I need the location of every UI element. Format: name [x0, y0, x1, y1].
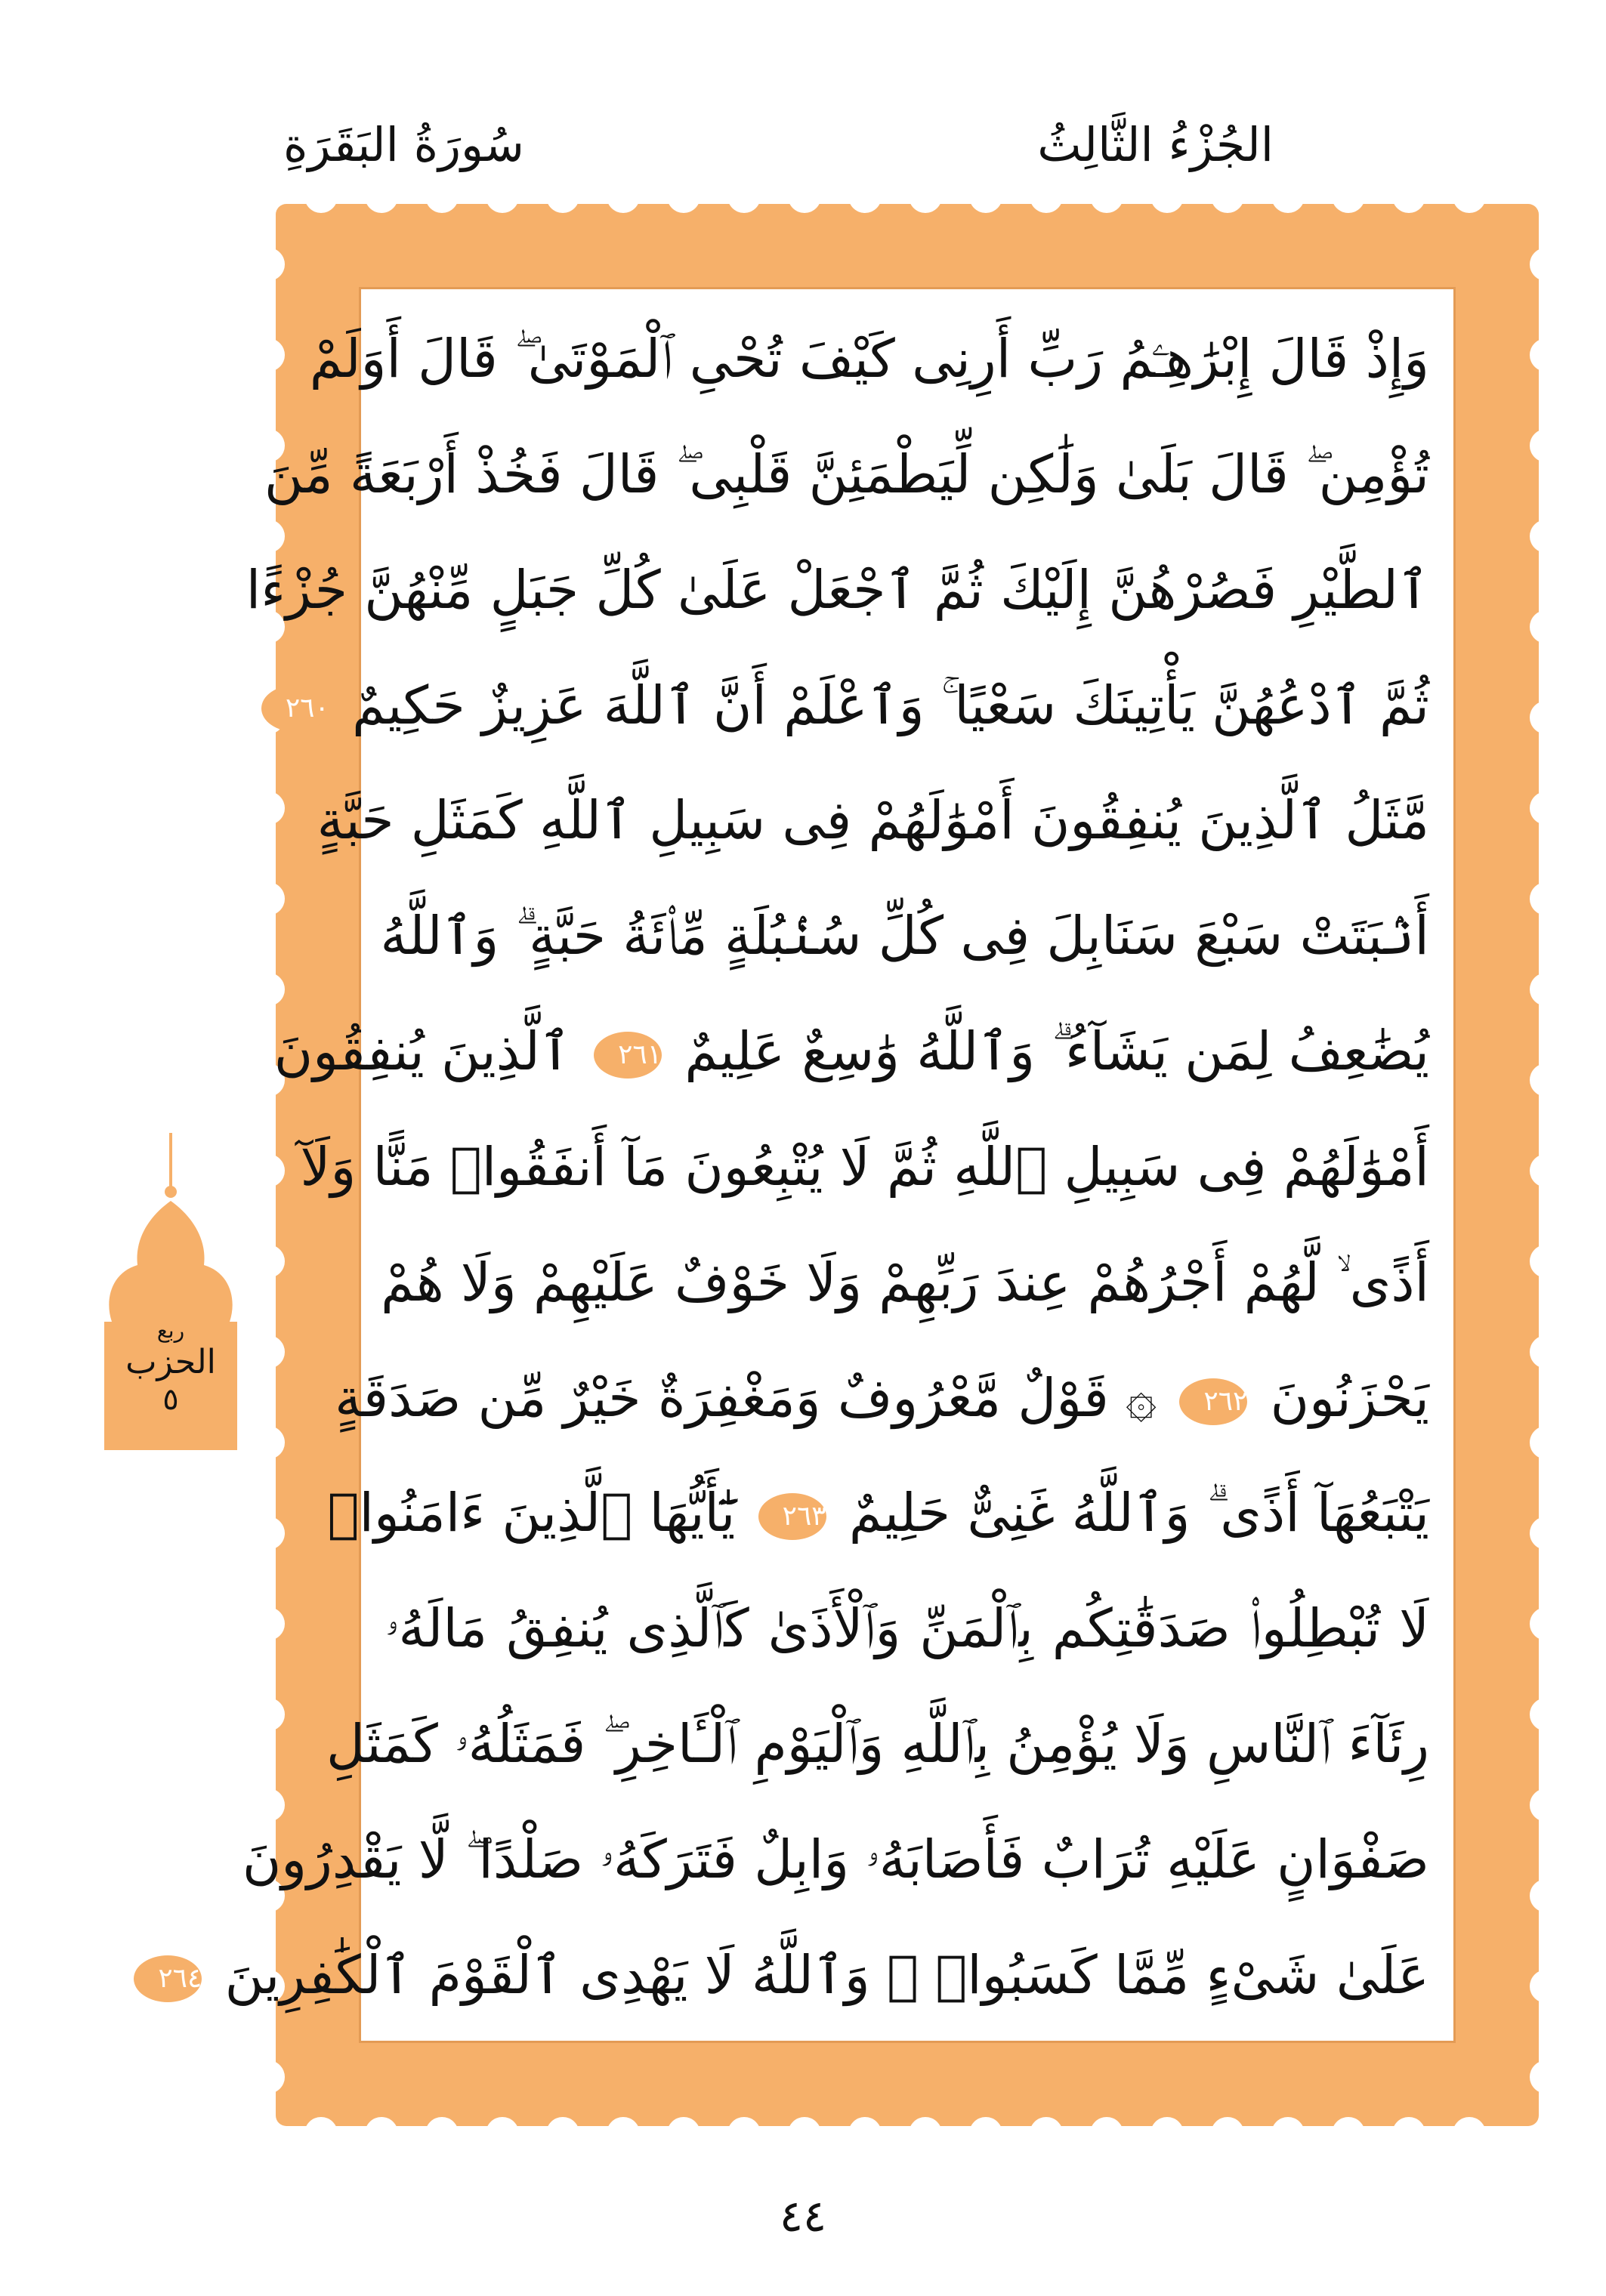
ayah-number-marker: ٢٦٣ [758, 1493, 826, 1540]
hizb-rub-text: ربع [156, 1318, 185, 1343]
juz-title: الجُزْءُ الثَّالِثُ [1037, 117, 1274, 172]
line-text: ثُمَّ ٱدْعُهُنَّ يَأْتِينَكَ سَعْيًا ۚ وَٱعْلَمْ أَنَّ ٱللَّهَ عَزِيزٌ حَكِيمٌ [352, 674, 1429, 736]
hizb-label [104, 1318, 237, 1417]
line-text: أَذًى ۙ لَّهُمْ أَجْرُهُمْ عِندَ رَبِّهِمْ وَلَا خَوْفٌ عَلَيْهِمْ وَلَا هُمْ [381, 1251, 1429, 1313]
line-text: يُضَٰعِفُ لِمَن يَشَآءُ ۗ وَٱللَّهُ وَٰسِعٌ عَلِيمٌ [684, 1020, 1429, 1083]
verse-line-14 [242, 1803, 1429, 1916]
line-text: لَا تُبْطِلُوا۟ صَدَقَٰتِكُم بِٱلْمَنِّ وَٱلْأَذَىٰ كَٱلَّذِى يُنفِقُ مَالَهُۥ [385, 1597, 1429, 1660]
line-text: صَفْوَانٍ عَلَيْهِ تُرَابٌ فَأَصَابَهُۥ وَابِلٌ فَتَرَكَهُۥ صَلْدًا ۖ لَّا يَقْدِرُونَ [242, 1828, 1429, 1890]
verse-line-4 [285, 649, 1429, 762]
line-tail-text: يَٰٓأَيُّهَا ٱلَّذِينَ ءَامَنُوا۟ [327, 1482, 736, 1545]
ayah-number-marker: ٢٦٢ [1179, 1378, 1247, 1425]
verse-line-6 [380, 879, 1429, 992]
verse-line-7 [273, 995, 1429, 1108]
line-text: عَلَىٰ شَىْءٍ مِّمَّا كَسَبُوا۟ ۗ وَٱللَّهُ لَا يَهْدِى ٱلْقَوْمَ ٱلْكَٰفِرِينَ [224, 1943, 1429, 2006]
verse-line-1 [309, 302, 1429, 415]
line-text: رِئَآءَ ٱلنَّاسِ وَلَا يُؤْمِنُ بِٱللَّهِ وَٱلْيَوْمِ ٱلْـَٔاخِرِ ۖ فَمَثَلُهُۥ كَمَثَلِ [326, 1713, 1429, 1776]
verse-line-9 [381, 1226, 1429, 1339]
verse-line-3 [246, 533, 1429, 647]
line-text: مَّثَلُ ٱلَّذِينَ يُنفِقُونَ أَمْوَٰلَهُمْ فِى سَبِيلِ ٱللَّهِ كَمَثَلِ حَبَّةٍ [317, 789, 1429, 852]
hizb-word-text: الحزب [125, 1343, 216, 1381]
line-tail-text: ۞ قَوْلٌ مَّعْرُوفٌ وَمَغْفِرَةٌ خَيْرٌ مِّن صَدَقَةٍ [335, 1366, 1157, 1429]
ayah-number-marker: ٢٦١ [594, 1032, 662, 1079]
line-text: يَحْزَنُونَ [1270, 1366, 1429, 1429]
page-number: ٤٤ [779, 2190, 827, 2242]
line-text: أَنۢبَتَتْ سَبْعَ سَنَابِلَ فِى كُلِّ سُنۢبُلَةٍ مِّا۟ئَةُ حَبَّةٍ ۗ وَٱللَّهُ [380, 905, 1429, 967]
line-text: ٱلطَّيْرِ فَصُرْهُنَّ إِلَيْكَ ثُمَّ ٱجْعَلْ عَلَىٰ كُلِّ جَبَلٍ مِّنْهُنَّ جُزْءًا [246, 558, 1429, 621]
verse-line-11 [327, 1456, 1429, 1569]
verse-line-12 [385, 1572, 1429, 1685]
line-tail-text: ٱلَّذِينَ يُنفِقُونَ [273, 1020, 571, 1083]
verse-line-2 [264, 418, 1429, 531]
line-text: يَتْبَعُهَآ أَذًى ۗ وَٱللَّهُ غَنِىٌّ حَلِيمٌ [848, 1482, 1429, 1545]
verse-line-10 [335, 1341, 1429, 1455]
ayah-number-marker: ٢٦٤ [134, 1955, 202, 2002]
verse-line-13 [326, 1687, 1429, 1801]
verse-line-15 [158, 1918, 1429, 2032]
line-text: وَإِذْ قَالَ إِبْرَٰهِـۧمُ رَبِّ أَرِنِى كَيْفَ تُحْىِ ٱلْمَوْتَىٰ ۖ قَالَ أَوَلَمْ [309, 328, 1429, 390]
line-text: تُؤْمِن ۖ قَالَ بَلَىٰ وَلَٰكِن لِّيَطْمَئِنَّ قَلْبِى ۖ قَالَ فَخُذْ أَرْبَعَةً مِّنَ [264, 443, 1429, 505]
verse-line-5 [317, 764, 1429, 877]
ayah-number-marker: ٢٦٠ [261, 685, 329, 732]
line-text: أَمْوَٰلَهُمْ فِى سَبِيلِ ٱللَّهِ ثُمَّ لَا يُتْبِعُونَ مَآ أَنفَقُوا۟ مَنًّا وَلَآ [300, 1135, 1429, 1198]
hizb-number: ٥ [162, 1382, 179, 1417]
surah-title: سُورَةُ البَقَرَةِ [283, 117, 524, 172]
verse-line-8 [300, 1110, 1429, 1224]
